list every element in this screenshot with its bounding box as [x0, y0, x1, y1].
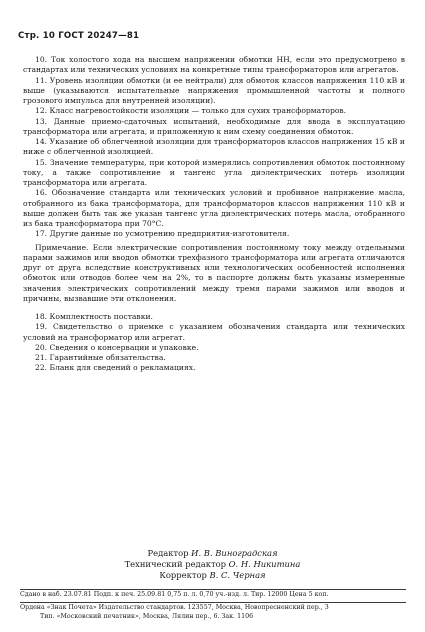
- list-item: 11. Уровень изоляции обмотки (и ее нейтрали) для обмоток классов напряжения 110 кВ и выше (указываются испытательные напряжения промышленной частоты и полного грозового импульса для внутренней изоляции).: [23, 75, 405, 105]
- imprint-line: Сдано в наб. 23.07.81 Подп. к печ. 25.09.81 0,75 п. л. 0,70 уч.-изд. л. Тир. 12000 Цена 5 коп.: [20, 591, 329, 598]
- page-header: Стр. 10 ГОСТ 20247—81: [18, 31, 140, 41]
- credit-tech-editor: [0, 559, 425, 570]
- credit-corrector: [0, 570, 425, 581]
- imprint-line: Тип. «Московский печатник», Москва, Лялин пер., 6. Зак. 1106: [40, 613, 254, 620]
- list-item: 17. Другие данные по усмотрению предприятия-изготовителя.: [35, 229, 290, 239]
- list-item: 10. Ток холостого хода на высшем напряжении обмотки НН, если это предусмотрено в стандартах или технических условиях на конкретные типы трансформаторов или агрегатов.: [23, 55, 405, 75]
- credit-editor: [0, 548, 425, 559]
- credit-role: Редактор: [147, 548, 189, 558]
- list-item: 15. Значение температуры, при которой измерялись сопротивления обмоток постоянному току, а также сопротивление и тангенс угла диэлектрических потерь изоляции трансформатора или агрегата.: [23, 157, 405, 187]
- list-item: 12. Класс нагревостойкости изоляции — только для сухих трансформаторов.: [35, 106, 347, 116]
- list-item: 18. Комплектность поставки.: [35, 312, 153, 321]
- divider: [20, 602, 406, 603]
- list-item: 20. Сведения о консервации и упаковке.: [35, 342, 199, 352]
- divider: [20, 589, 406, 590]
- credit-name: В. С. Черная: [209, 570, 266, 580]
- credit-name: О. Н. Никитина: [228, 559, 301, 569]
- list-item: 22. Бланк для сведений о рекламациях.: [35, 363, 196, 373]
- imprint-line: Ордена «Знак Почета» Издательство стандартов. 123557, Москва, Новопресненский пер., 3: [20, 604, 329, 611]
- list-item: 16. Обозначение стандарта или технических условий и пробивное напряжение масла, отобранного из бака трансформатора, для трансформаторов классов напряжения 110 кВ и выше должен быть так же указан тангенс угла диэлектрических потерь масла, отобранного из бака трансформатора при 70°С.: [23, 188, 405, 228]
- credit-role: Технический редактор: [124, 559, 226, 569]
- list-item: 19. Свидетельство о приемке с указанием обозначения стандарта или технических условий на трансформатор или агрегат.: [23, 322, 405, 342]
- list-item: 21. Гарантийные обязательства.: [35, 353, 166, 362]
- credit-name: И. В. Виноградская: [191, 548, 278, 558]
- editorial-credits: [0, 548, 425, 581]
- list-item: 13. Данные приемо-сдаточных испытаний, необходимые для ввода в эксплуатацию трансформатора или агрегата, и приложенную к ним схему соединения обмоток.: [23, 116, 405, 136]
- list-item: 14. Указание об облегченной изоляции для трансформаторов классов напряжения 15 кВ и ниже с облегченной изоляцией.: [23, 137, 405, 157]
- credit-role: Корректор: [159, 570, 207, 580]
- document-body: [23, 55, 405, 374]
- note-paragraph: Примечание. Если электрические сопротивления постоянному току между отдельными парами зажимов или вводов обмотки трехфазного трансформатора или агрегата отличаются друг от друга вследствие конструктивных или технологических особенностей исполнения обмоток или отводов более чем на 2%, то в паспорте должны быть указаны измеренные значения электрических сопротивлений между тремя парами зажимов или вводов и причины, вызвавшие эти отклонения.: [23, 242, 405, 303]
